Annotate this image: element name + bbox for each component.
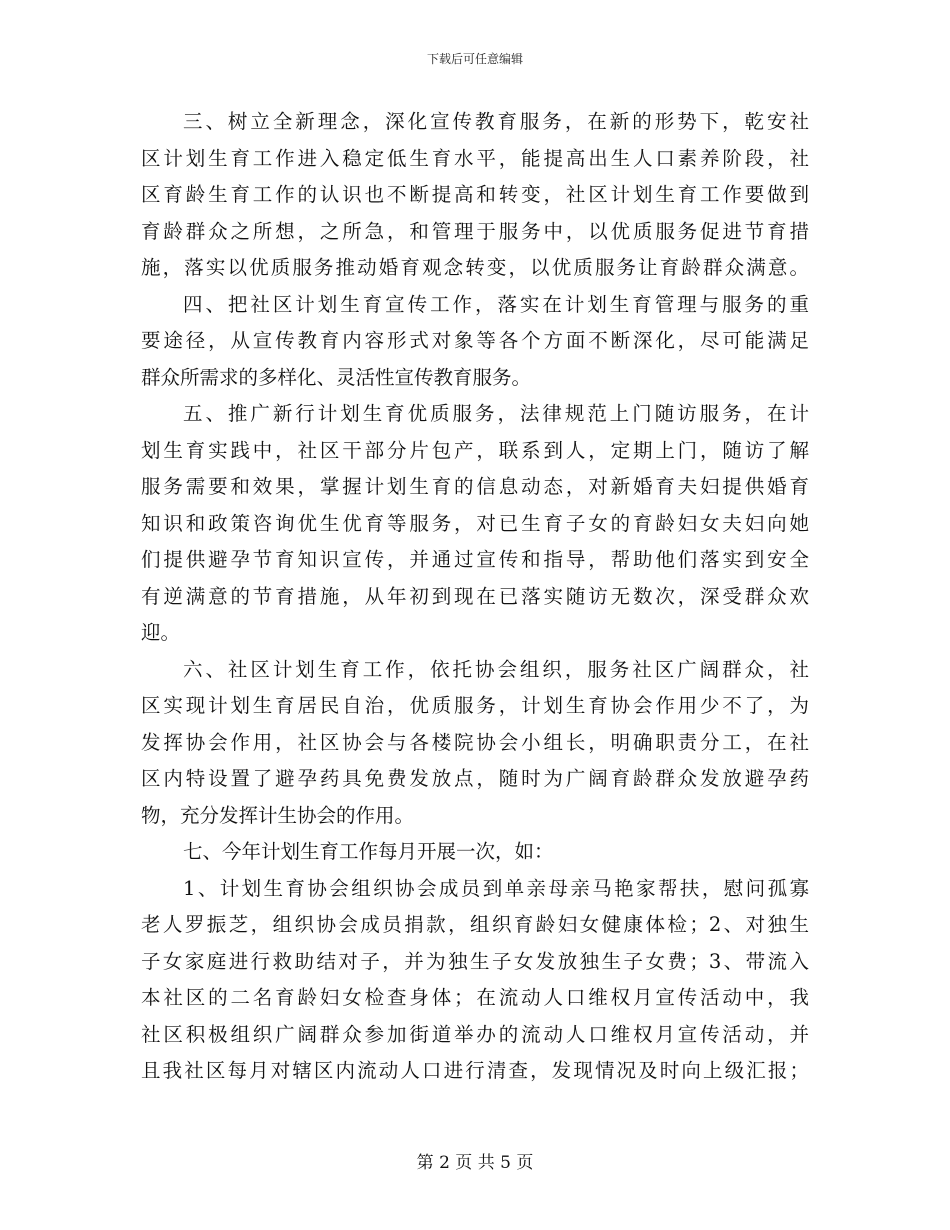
paragraph-4-line-2: 区实现计划生育居民自治，优质服务，计划生育协会作用少不了，为 <box>141 694 809 717</box>
paragraph-3-line-1: 五、推广新行计划生育优质服务，法律规范上门随访服务，在计 <box>183 402 809 425</box>
paragraph-1-line-4: 育龄群众之所想，之所急，和管理于服务中，以优质服务促进节育措 <box>141 219 809 243</box>
document-body <box>141 104 809 1090</box>
page-header: 下载后可任意编辑 <box>426 52 523 66</box>
paragraph-6-line-6: 且我社区每月对辖区内流动人口进行清查，发现情况及时向上级汇报； <box>141 1059 809 1082</box>
paragraph-6-line-4: 本社区的二名育龄妇女检查身体；在流动人口维权月宣传活动中，我 <box>141 986 809 1009</box>
paragraph-2-line-3: 群众所需求的多样化、灵活性宣传教育服务。 <box>141 365 532 389</box>
paragraph-3-line-2: 划生育实践中，社区干部分片包产，联系到人，定期上门，随访了解 <box>141 438 809 462</box>
paragraph-4-line-3: 发挥协会作用，社区协会与各楼院协会小组长，明确职责分工，在社 <box>141 730 809 754</box>
paragraph-3-line-6: 有逆满意的节育措施，从年初到现在已落实随访无数次，深受群众欢 <box>141 584 809 608</box>
paragraph-3-line-4: 知识和政策咨询优生优育等服务，对已生育子女的育龄妇女夫妇向她 <box>141 511 809 535</box>
paragraph-6-line-3: 子女家庭进行救助结对子，并为独生子女发放独生子女费；3、带流入 <box>141 949 809 973</box>
paragraph-3-line-3: 服务需要和效果，掌握计划生育的信息动态，对新婚育夫妇提供婚育 <box>141 475 809 498</box>
paragraph-4-line-1: 六、社区计划生育工作，依托协会组织，服务社区广阔群众，社 <box>183 657 809 681</box>
paragraph-3-line-7: 迎。 <box>141 621 181 644</box>
paragraph-3-line-5: 们提供避孕节育知识宣传，并通过宣传和指导，帮助他们落实到安全 <box>141 548 809 571</box>
paragraph-6-line-5: 社区积极组织广阔群众参加街道举办的流动人口维权月宣传活动，并 <box>141 1022 809 1046</box>
paragraph-4-line-4: 区内特设置了避孕药具免费发放点，随时为广阔育龄群众发放避孕药 <box>141 767 809 790</box>
paragraph-5-line-1: 七、今年计划生育工作每月开展一次，如： <box>183 840 554 863</box>
paragraph-2-line-2: 要途径，从宣传教育内容形式对象等各个方面不断深化，尽可能满足 <box>141 329 809 352</box>
paragraph-1-line-1: 三、树立全新理念，深化宣传教育服务，在新的形势下，乾安社 <box>183 110 809 133</box>
page-number-footer: 第 2 页 共 5 页 <box>416 1153 534 1173</box>
paragraph-6-line-2: 老人罗振芝，组织协会成员捐款，组织育龄妇女健康体检；2、对独生 <box>141 913 809 936</box>
paragraph-1-line-3: 区育龄生育工作的认识也不断提高和转变，社区计划生育工作要做到 <box>141 183 809 206</box>
paragraph-4-line-5: 物，充分发挥计生协会的作用。 <box>141 803 415 827</box>
paragraph-1-line-2: 区计划生育工作进入稳定低生育水平，能提高出生人口素养阶段，社 <box>141 146 809 170</box>
paragraph-6-line-1: 1、计划生育协会组织协会成员到单亲母亲马艳家帮扶，慰问孤寡 <box>183 876 809 900</box>
paragraph-1-line-5: 施，落实以优质服务推动婚育观念转变，以优质服务让育龄群众满意。 <box>141 256 809 279</box>
paragraph-2-line-1: 四、把社区计划生育宣传工作，落实在计划生育管理与服务的重 <box>183 292 809 316</box>
